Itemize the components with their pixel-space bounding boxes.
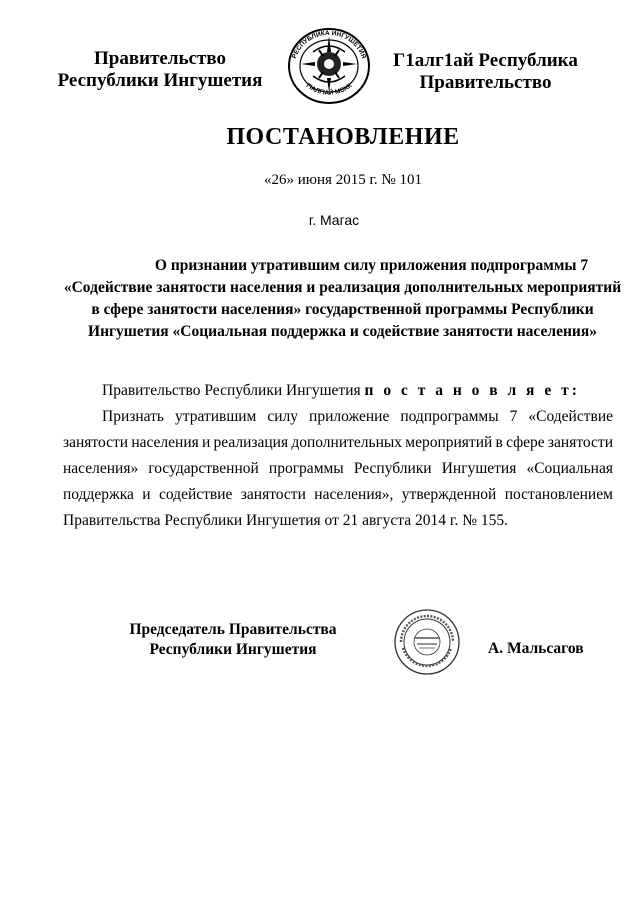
header-right-line-2: Правительство	[419, 72, 552, 93]
signatory-title-line-1: Председатель Правительства	[129, 621, 337, 638]
subject-line: «Содействие занятости населения и реализация дополнительных мероприятий	[63, 279, 622, 296]
official-seal-icon	[393, 608, 461, 676]
ingushetia-coat-of-arms-icon	[283, 26, 375, 106]
enactment-clause	[102, 382, 580, 400]
body-line: Правительства Республики Ингушетия от 21 августа 2014 г. № 155.	[63, 512, 509, 529]
header-left-line-1: Правительство	[94, 48, 226, 69]
signatory-name: А. Мальсагов	[488, 640, 584, 657]
document-date-number: «26» июня 2015 г. № 101	[264, 172, 422, 188]
enactment-intro: Правительство Республики Ингушетия	[102, 382, 361, 399]
body-line: населения» государственной программы Республики Ингушетия «Социальная	[63, 460, 613, 477]
document-body	[63, 404, 613, 534]
body-line: занятости населения и реализация дополнительных мероприятий в сфере занятости	[63, 434, 613, 451]
body-line: Признать утратившим силу приложение подпрограммы 7 «Содействие	[102, 408, 613, 425]
enactment-decree-word: п о с т а н о в л я е т:	[364, 382, 580, 399]
emblem-bottom-text: ГIАЛГIАЙ МОХК	[304, 82, 354, 97]
header-left-line-2: Республики Ингушетия	[57, 70, 263, 91]
header-right-line-1: Г1алг1ай Республика	[393, 50, 578, 71]
document-subject	[40, 255, 640, 343]
emblem-top-text: РЕСПУБЛИКА ИНГУШЕТИЯ	[291, 29, 367, 60]
document-type-title: ПОСТАНОВЛЕНИЕ	[226, 124, 460, 150]
signatory-title	[98, 620, 368, 660]
header-right-title	[378, 50, 593, 94]
header-left-title	[40, 48, 280, 92]
subject-line: О признании утратившим силу приложения подпрограммы 7	[154, 257, 589, 274]
body-line: поддержка и содействие занятости населения», утвержденной постановлением	[63, 486, 613, 503]
signatory-title-line-2: Республики Ингушетия	[149, 641, 317, 658]
document-city: г. Магас	[308, 212, 360, 228]
subject-line: в сфере занятости населения» государственной программы Республики	[91, 301, 594, 318]
subject-line: Ингушетия «Социальная поддержка и содействие занятости населения»	[88, 323, 597, 340]
